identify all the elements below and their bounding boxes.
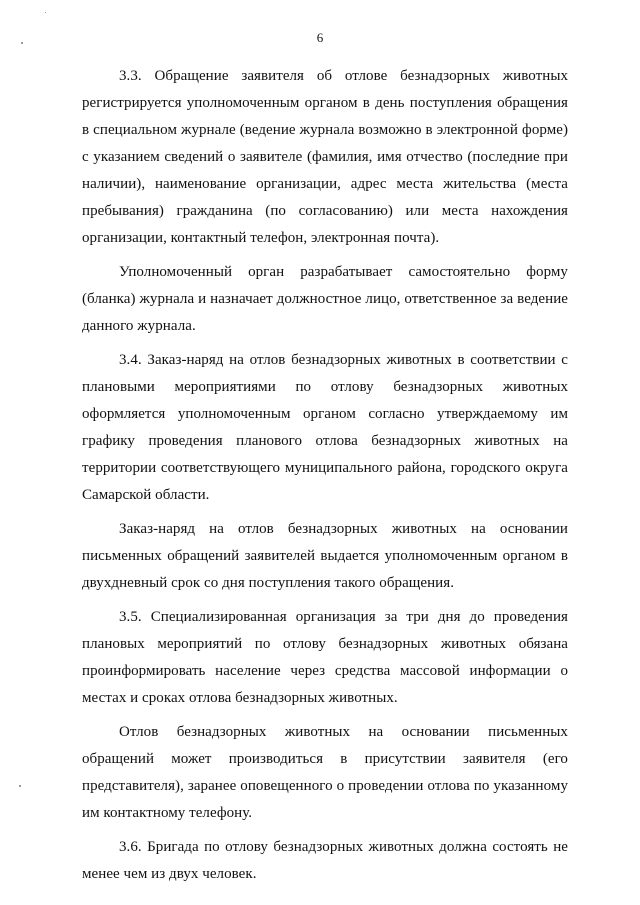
page-number: 6: [316, 30, 324, 45]
scan-speck: [21, 42, 23, 44]
paragraph-3-4: 3.4. Заказ-наряд на отлов безнадзорных животных в соответствии с плановыми мероприятиями по отлову безнадзорных животных оформляется уполномоченным органом согласно утверждаемому им графику проведения планового отлова безнадзорных животных на территории соответствующего муниципального района, городского округа Самарской области.: [82, 352, 568, 503]
paragraph-capture-presence: Отлов безнадзорных животных на основании письменных обращений может производиться в присутствии заявителя (его представителя), заранее оповещенного о проведении отлова по указанному им контактному телефону.: [82, 724, 568, 821]
scan-speck: [45, 12, 46, 13]
scan-speck: [19, 785, 21, 787]
paragraph-3-5: 3.5. Специализированная организация за три дня до проведения плановых мероприятий по отлову безнадзорных животных обязана проинформировать население через средства массовой информации о местах и сроках отлова безнадзорных животных.: [82, 609, 568, 706]
paragraph-3-3: 3.3. Обращение заявителя об отлове безнадзорных животных регистрируется уполномоченным органом в день поступления обращения в специальном журнале (ведение журнала возможно в электронной форме) с указанием сведений о заявителе (фамилия, имя отчество (последние при наличии), наименование организации, адрес места жительства (места пребывания) гражданина (по согласованию) или места нахождения организации, контактный телефон, электронная почта).: [82, 68, 568, 246]
document-body: [82, 63, 568, 895]
paragraph-journal-form: Уполномоченный орган разрабатывает самостоятельно форму (бланка) журнала и назначает должностное лицо, ответственное за ведение данного журнала.: [82, 264, 568, 334]
paragraph-3-6: 3.6. Бригада по отлову безнадзорных животных должна состоять не менее чем из двух человек.: [82, 839, 568, 882]
paragraph-work-order: Заказ-наряд на отлов безнадзорных животных на основании письменных обращений заявителей выдается уполномоченным органом в двухдневный срок со дня поступления такого обращения.: [82, 521, 568, 591]
